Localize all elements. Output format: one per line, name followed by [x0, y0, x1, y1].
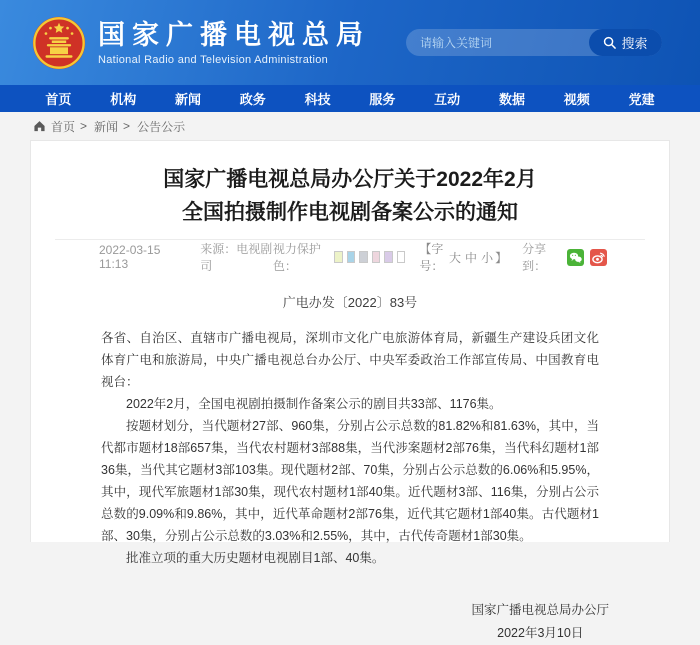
- site-title: 国家广播电视总局: [98, 19, 370, 50]
- paragraph-approved: 批准立项的重大历史题材电视剧目1部、40集。: [126, 551, 385, 565]
- eye-protect-swatch-purple[interactable]: [384, 251, 393, 263]
- nav-item-video[interactable]: 视频: [563, 92, 590, 107]
- eye-protect-swatch-white[interactable]: [397, 251, 406, 263]
- breadcrumb-news[interactable]: 新闻: [94, 119, 119, 134]
- eye-protect-swatch-blue[interactable]: [347, 251, 356, 263]
- breadcrumb-separator: >: [123, 119, 131, 133]
- eye-protect-swatch-pink[interactable]: [372, 251, 381, 263]
- nav-item-government[interactable]: 政务: [239, 92, 266, 107]
- search-icon: [603, 36, 616, 49]
- nav-item-interaction[interactable]: 互动: [434, 92, 461, 107]
- font-size-control: [419, 240, 507, 274]
- nav-item-party[interactable]: 党建: [628, 92, 655, 107]
- nav-item-data[interactable]: 数据: [498, 92, 525, 107]
- page-title-line2: 全国拍摄制作电视剧备案公示的通知: [182, 201, 518, 224]
- article-meta: [31, 240, 669, 274]
- breadcrumb-current: 公告公示: [137, 119, 186, 134]
- font-size-suffix: 】: [495, 250, 508, 265]
- breadcrumb-separator: >: [80, 119, 88, 133]
- site-header: [0, 0, 700, 85]
- article-card: [30, 140, 670, 640]
- nav-item-technology[interactable]: 科技: [304, 92, 331, 107]
- home-icon: [33, 120, 46, 132]
- document-number: 广电办发〔2022〕83号: [282, 295, 418, 310]
- page-title: [31, 163, 669, 229]
- font-size-medium[interactable]: 中: [465, 250, 478, 265]
- signature-date: 2022年3月10日: [497, 626, 584, 640]
- wechat-share-icon[interactable]: [567, 249, 584, 266]
- font-size-small[interactable]: 小: [481, 250, 494, 265]
- font-size-prefix: 【字号：: [419, 242, 444, 273]
- breadcrumb-home[interactable]: 首页: [51, 119, 76, 134]
- signature-block: [471, 599, 609, 645]
- search-button[interactable]: [589, 29, 662, 56]
- article-source: 来源：电视剧司: [200, 242, 273, 273]
- publish-timestamp: 2022-03-15 11:13: [99, 243, 161, 271]
- main-nav: [0, 85, 700, 112]
- signature-org: 国家广播电视总局办公厅: [471, 603, 609, 617]
- nav-item-services[interactable]: 服务: [369, 92, 396, 107]
- breadcrumb: [0, 112, 700, 140]
- national-emblem-icon: [32, 16, 86, 70]
- eye-protect-label: 视力保护色：: [272, 242, 321, 273]
- font-size-large[interactable]: 大: [449, 250, 462, 265]
- search-button-label: 搜索: [621, 36, 648, 51]
- site-subtitle: National Radio and Television Administration: [98, 53, 329, 66]
- eye-protect-swatch-yellow[interactable]: [334, 251, 343, 263]
- paragraph-recipients: 各省、自治区、直辖市广播电视局，深圳市文化广电旅游体育局，新疆生产建设兵团文化体育广电和旅游局，中央广播电视总台办公厅、中央军委政治工作部宣传局、中国教育电视台：: [101, 331, 599, 389]
- article-body: [31, 327, 669, 569]
- search-bar: [406, 29, 662, 56]
- nav-item-home[interactable]: 首页: [45, 92, 72, 107]
- share-label: 分享到：: [522, 242, 547, 273]
- site-logo[interactable]: [32, 16, 370, 70]
- page-title-line1: 国家广播电视总局办公厅关于2022年2月: [163, 168, 537, 191]
- weibo-share-icon[interactable]: [590, 249, 607, 266]
- nav-item-organization[interactable]: 机构: [110, 92, 137, 107]
- search-input[interactable]: [406, 29, 589, 56]
- paragraph-breakdown: 按题材划分，当代题材27部、960集，分别占公示总数的81.82%和81.63%，其中，当代都市题材18部657集，当代农村题材3部88集，当代涉案题材2部76集，当代科幻题材1部36集，当代其它题材3部103集。现代题材2部、70集，分别占公示总数的6.06%和5.95%，其中，现代军旅题材1部30集，现代农村题材1部40集。近代题材3部、116集，分别占公示总数的9.09%和9.86%，其中，近代革命题材2部76集，近代其它题材1部40集。古代题材1部、30集，分别占公示总数的3.03%和2.55%，其中，古代传奇题材1部30集。: [101, 419, 599, 543]
- nav-item-news[interactable]: 新闻: [174, 92, 201, 107]
- eye-protect-swatch-gray[interactable]: [359, 251, 368, 263]
- paragraph-summary: 2022年2月，全国电视剧拍摄制作备案公示的剧目共33部、1176集。: [126, 397, 502, 411]
